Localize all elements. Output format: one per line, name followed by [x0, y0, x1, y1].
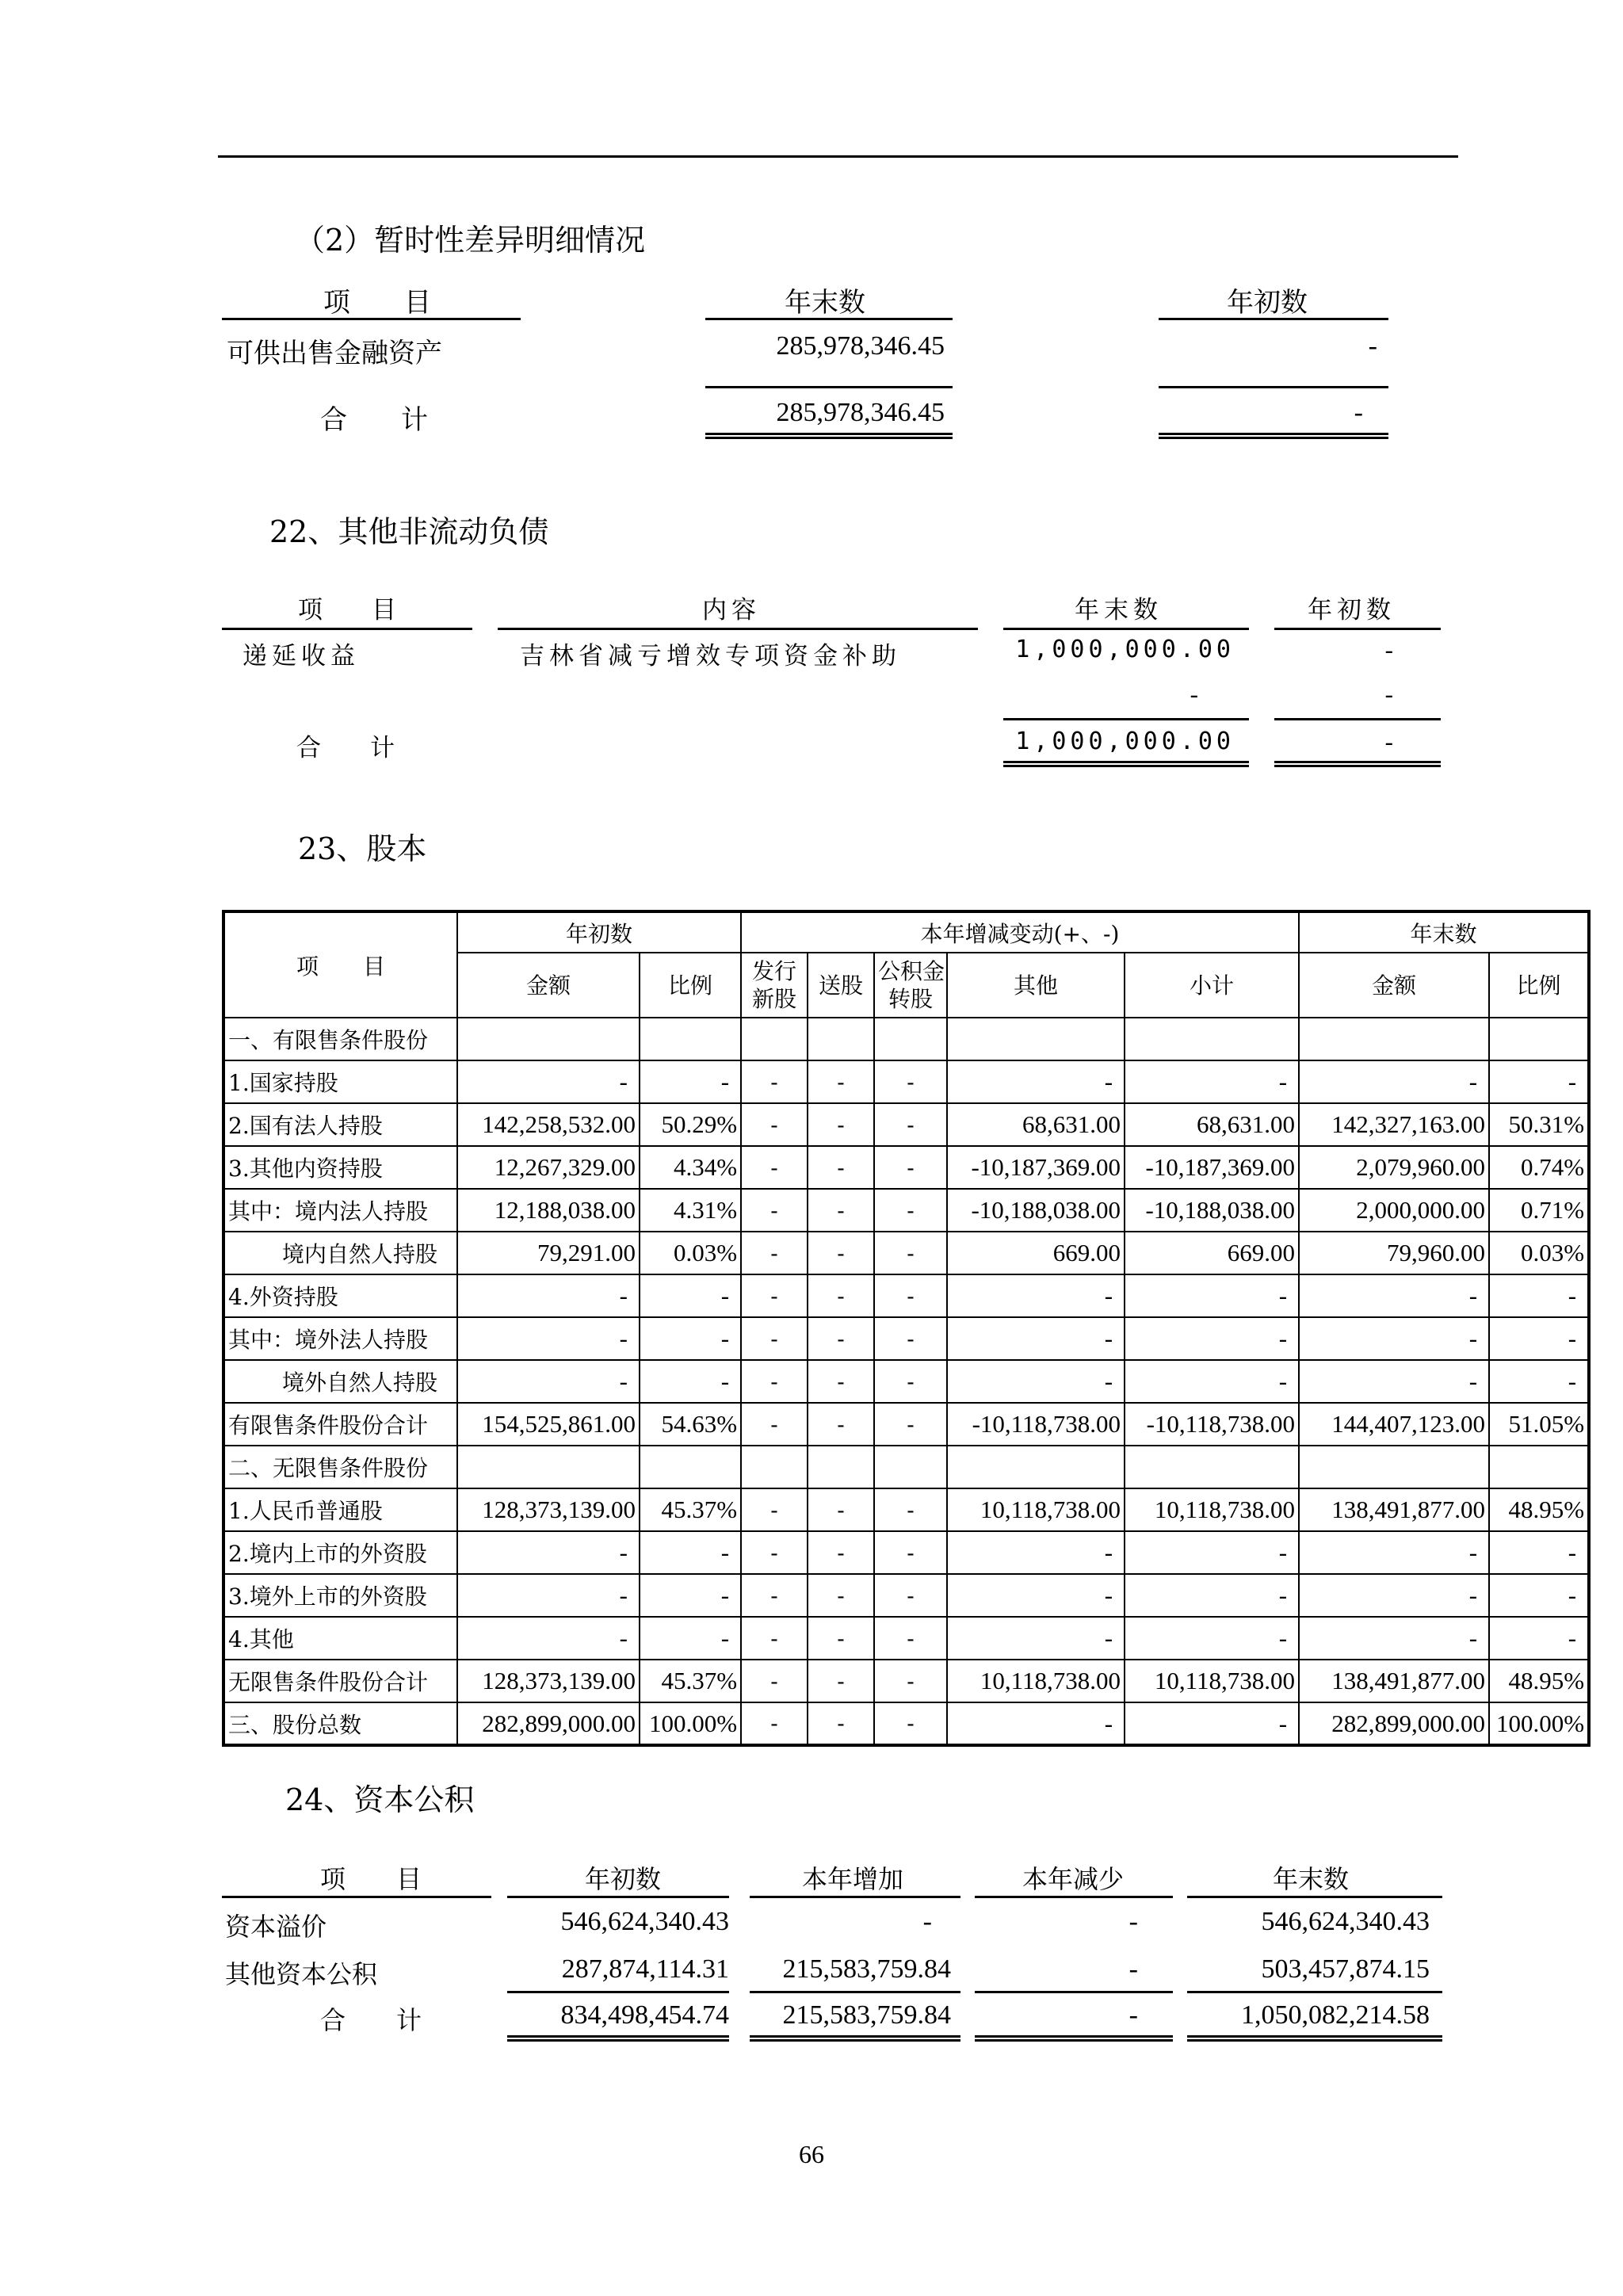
cell-begin-ratio: - [640, 1317, 741, 1360]
cell-bonus: - [808, 1360, 874, 1403]
cell-end-amount [1299, 1018, 1489, 1060]
cell-issue-new: - [741, 1360, 808, 1403]
cell-subtotal: 669.00 [1125, 1232, 1299, 1274]
total-year-end-value: 1,050,082,214.58 [1241, 2000, 1430, 2030]
table-header-reserve-conversion: 公积金 转股 [874, 953, 947, 1018]
cell-reserve-conversion: - [874, 1660, 947, 1702]
col-header-year-begin: 年初数 [1227, 287, 1308, 319]
cell-begin-amount: 142,258,532.00 [457, 1103, 640, 1146]
cell-end-amount: - [1299, 1574, 1489, 1617]
row-label: 有限售条件股份合计 [223, 1403, 457, 1446]
row-label: 境内自然人持股 [223, 1232, 457, 1274]
total-double-line [507, 2035, 729, 2042]
header-rule [218, 155, 1458, 158]
header-underline [1274, 628, 1441, 630]
table-header-year-end: 年末数 [1299, 911, 1589, 953]
cell-end-amount: - [1299, 1317, 1489, 1360]
cell-bonus: - [808, 1317, 874, 1360]
cell-issue-new: - [741, 1617, 808, 1660]
cell-other: - [947, 1531, 1125, 1574]
cell-begin-ratio: 100.00% [640, 1702, 741, 1745]
row-label: 3.其他内资持股 [223, 1146, 457, 1189]
cell-subtotal: - [1125, 1360, 1299, 1403]
table-row [223, 1018, 1589, 1060]
cell-issue-new: - [741, 1702, 808, 1745]
cell-begin-ratio: - [640, 1060, 741, 1103]
cell-subtotal: 68,631.00 [1125, 1103, 1299, 1146]
row-year-end-value: 503,457,874.15 [1261, 1954, 1430, 1984]
row-label: 境外自然人持股 [223, 1360, 457, 1403]
cell-other: - [947, 1274, 1125, 1317]
row-year-begin-value: - [1384, 680, 1393, 708]
cell-end-ratio: - [1489, 1274, 1589, 1317]
total-year-end-value: 1,000,000.00 [1015, 728, 1235, 755]
total-decrease-value: - [1128, 2000, 1138, 2030]
cell-begin-amount [457, 1018, 640, 1060]
cell-reserve-conversion: - [874, 1103, 947, 1146]
row-label: 一、有限售条件股份 [223, 1018, 457, 1060]
header-underline [222, 628, 472, 630]
cell-issue-new: - [741, 1146, 808, 1189]
cell-subtotal [1125, 1018, 1299, 1060]
total-year-end-value: 285,978,346.45 [776, 398, 945, 427]
header-underline [705, 318, 953, 320]
row-label: 三、股份总数 [223, 1702, 457, 1745]
cell-end-amount: - [1299, 1360, 1489, 1403]
cell-subtotal: 10,118,738.00 [1125, 1660, 1299, 1702]
table-header-year-begin: 年初数 [457, 911, 741, 953]
section-title-capital-reserve: 24、资本公积 [285, 1782, 475, 1817]
cell-end-amount: - [1299, 1531, 1489, 1574]
header-underline [975, 1896, 1173, 1898]
col-header-year-begin: 年初数 [585, 1864, 662, 1894]
row-label: 2.国有法人持股 [223, 1103, 457, 1146]
table-header-end-ratio: 比例 [1489, 953, 1589, 1018]
cell-issue-new: - [741, 1403, 808, 1446]
header-underline [222, 1896, 491, 1898]
cell-end-ratio: 51.05% [1489, 1403, 1589, 1446]
cell-other [947, 1446, 1125, 1488]
section-title-temporary-differences: （2）暂时性差异明细情况 [295, 223, 646, 258]
cell-end-ratio [1489, 1446, 1589, 1488]
row-label: 其中：境内法人持股 [223, 1189, 457, 1232]
cell-begin-ratio [640, 1446, 741, 1488]
cell-begin-amount: - [457, 1317, 640, 1360]
row-decrease-value: - [1128, 1907, 1138, 1936]
cell-bonus: - [808, 1232, 874, 1274]
cell-reserve-conversion: - [874, 1146, 947, 1189]
total-year-begin-value: - [1354, 398, 1363, 427]
cell-subtotal: - [1125, 1317, 1299, 1360]
cell-begin-amount: 12,188,038.00 [457, 1189, 640, 1232]
cell-end-ratio: 48.95% [1489, 1660, 1589, 1702]
header-underline [507, 1896, 729, 1898]
cell-begin-ratio: 0.03% [640, 1232, 741, 1274]
cell-reserve-conversion: - [874, 1702, 947, 1745]
cell-subtotal: - [1125, 1274, 1299, 1317]
cell-issue-new [741, 1018, 808, 1060]
row-year-begin-value: 287,874,114.31 [561, 1954, 729, 1984]
cell-bonus: - [808, 1488, 874, 1531]
cell-end-amount [1299, 1446, 1489, 1488]
cell-begin-amount: 79,291.00 [457, 1232, 640, 1274]
cell-begin-ratio: - [640, 1360, 741, 1403]
total-double-line [705, 433, 953, 439]
row-label: 递延收益 [242, 642, 360, 670]
cell-end-amount: 138,491,877.00 [1299, 1488, 1489, 1531]
row-increase-value: 215,583,759.84 [782, 1954, 951, 1984]
total-double-line [975, 2035, 1173, 2042]
cell-reserve-conversion: - [874, 1189, 947, 1232]
cell-end-amount: 142,327,163.00 [1299, 1103, 1489, 1146]
cell-subtotal: 10,118,738.00 [1125, 1488, 1299, 1531]
cell-end-amount: 144,407,123.00 [1299, 1403, 1489, 1446]
section-title-share-capital: 23、股本 [298, 831, 427, 866]
table-header-ratio: 比例 [640, 953, 741, 1018]
total-increase-value: 215,583,759.84 [782, 2000, 951, 2030]
cell-end-ratio [1489, 1018, 1589, 1060]
cell-reserve-conversion: - [874, 1060, 947, 1103]
cell-other: - [947, 1360, 1125, 1403]
col-header-item: 项 目 [298, 596, 396, 625]
cell-issue-new: - [741, 1103, 808, 1146]
cell-issue-new: - [741, 1574, 808, 1617]
cell-begin-amount: - [457, 1574, 640, 1617]
subtotal-line [705, 386, 953, 388]
header-underline [498, 628, 978, 630]
cell-begin-amount: - [457, 1060, 640, 1103]
cell-bonus: - [808, 1660, 874, 1702]
cell-subtotal: - [1125, 1060, 1299, 1103]
cell-begin-amount: - [457, 1274, 640, 1317]
cell-issue-new [741, 1446, 808, 1488]
table-header-end-amount: 金额 [1299, 953, 1489, 1018]
total-label: 合 计 [320, 2005, 422, 2035]
cell-begin-ratio: 45.37% [640, 1488, 741, 1531]
cell-bonus: - [808, 1146, 874, 1189]
col-header-year-end: 年末数 [1273, 1864, 1350, 1894]
cell-subtotal [1125, 1446, 1299, 1488]
cell-begin-amount: - [457, 1531, 640, 1574]
cell-bonus: - [808, 1617, 874, 1660]
table-row [223, 1060, 1589, 1103]
row-label: 资本溢价 [225, 1912, 327, 1942]
cell-end-amount: 79,960.00 [1299, 1232, 1489, 1274]
table-header-item: 项 目 [223, 911, 457, 1018]
cell-other: - [947, 1617, 1125, 1660]
col-header-year-begin: 年初数 [1308, 596, 1396, 625]
cell-bonus [808, 1446, 874, 1488]
total-double-line [1003, 761, 1249, 767]
total-label: 合 计 [320, 404, 428, 436]
cell-end-amount: 282,899,000.00 [1299, 1702, 1489, 1745]
table-row [223, 1531, 1589, 1574]
header-underline [1003, 628, 1249, 630]
cell-begin-amount [457, 1446, 640, 1488]
cell-begin-amount: 128,373,139.00 [457, 1488, 640, 1531]
cell-reserve-conversion: - [874, 1531, 947, 1574]
cell-end-ratio: - [1489, 1360, 1589, 1403]
table-row [223, 1232, 1589, 1274]
cell-end-amount: 138,491,877.00 [1299, 1660, 1489, 1702]
table-row [223, 1488, 1589, 1531]
row-label: 2.境内上市的外资股 [223, 1531, 457, 1574]
table-header-subtotal: 小计 [1125, 953, 1299, 1018]
col-header-year-end: 年末数 [785, 287, 865, 319]
cell-end-ratio: 100.00% [1489, 1702, 1589, 1745]
row-label: 其中：境外法人持股 [223, 1317, 457, 1360]
row-year-end-value: 546,624,340.43 [1261, 1907, 1430, 1936]
header-underline [222, 318, 521, 320]
cell-subtotal: -10,118,738.00 [1125, 1403, 1299, 1446]
share-capital-table [222, 910, 1591, 1747]
cell-begin-amount: - [457, 1617, 640, 1660]
cell-issue-new: - [741, 1060, 808, 1103]
cell-reserve-conversion [874, 1446, 947, 1488]
section-title-other-noncurrent-liabilities: 22、其他非流动负债 [269, 514, 549, 549]
cell-bonus: - [808, 1103, 874, 1146]
cell-end-ratio: 0.74% [1489, 1146, 1589, 1189]
cell-end-amount: 2,000,000.00 [1299, 1189, 1489, 1232]
cell-bonus [808, 1018, 874, 1060]
cell-issue-new: - [741, 1232, 808, 1274]
row-label: 3.境外上市的外资股 [223, 1574, 457, 1617]
cell-issue-new: - [741, 1660, 808, 1702]
header-underline [1187, 1896, 1442, 1898]
cell-bonus: - [808, 1702, 874, 1745]
subtotal-line [1159, 386, 1388, 388]
cell-other: -10,118,738.00 [947, 1403, 1125, 1446]
row-year-begin-value: 546,624,340.43 [560, 1907, 729, 1936]
col-header-year-end: 年末数 [1075, 596, 1163, 625]
subtotal-line [1187, 1991, 1442, 1993]
col-header-increase: 本年增加 [802, 1864, 904, 1894]
table-row [223, 1403, 1589, 1446]
cell-begin-amount: 154,525,861.00 [457, 1403, 640, 1446]
cell-begin-amount: 282,899,000.00 [457, 1702, 640, 1745]
cell-reserve-conversion: - [874, 1360, 947, 1403]
cell-subtotal: - [1125, 1617, 1299, 1660]
col-header-item: 项 目 [320, 1864, 422, 1894]
total-year-begin-value: 834,498,454.74 [560, 2000, 729, 2030]
cell-subtotal: -10,187,369.00 [1125, 1146, 1299, 1189]
cell-other: 10,118,738.00 [947, 1660, 1125, 1702]
cell-end-ratio: 0.71% [1489, 1189, 1589, 1232]
cell-bonus: - [808, 1274, 874, 1317]
row-label: 其他资本公积 [225, 1959, 378, 1989]
subtotal-line [1274, 718, 1441, 720]
cell-end-ratio: 48.95% [1489, 1488, 1589, 1531]
cell-other: - [947, 1574, 1125, 1617]
table-row [223, 1189, 1589, 1232]
row-label: 1.国家持股 [223, 1060, 457, 1103]
cell-issue-new: - [741, 1488, 808, 1531]
total-double-line [1187, 2035, 1442, 2042]
row-increase-value: - [922, 1907, 932, 1936]
cell-begin-amount: - [457, 1360, 640, 1403]
subtotal-line [507, 1991, 729, 1993]
cell-other: 68,631.00 [947, 1103, 1125, 1146]
cell-begin-ratio: 4.31% [640, 1189, 741, 1232]
cell-reserve-conversion: - [874, 1274, 947, 1317]
row-label: 1.人民币普通股 [223, 1488, 457, 1531]
cell-bonus: - [808, 1403, 874, 1446]
cell-issue-new: - [741, 1274, 808, 1317]
cell-reserve-conversion: - [874, 1403, 947, 1446]
cell-reserve-conversion [874, 1018, 947, 1060]
cell-end-ratio: 50.31% [1489, 1103, 1589, 1146]
cell-subtotal: -10,188,038.00 [1125, 1189, 1299, 1232]
subtotal-line [975, 1991, 1173, 1993]
cell-begin-ratio: - [640, 1617, 741, 1660]
cell-begin-ratio: - [640, 1531, 741, 1574]
table-row [223, 1446, 1589, 1488]
row-year-end-value: 1,000,000.00 [1015, 636, 1235, 663]
cell-reserve-conversion: - [874, 1617, 947, 1660]
cell-other: 669.00 [947, 1232, 1125, 1274]
total-double-line [750, 2035, 960, 2042]
cell-end-ratio: - [1489, 1317, 1589, 1360]
total-label: 合 计 [296, 734, 395, 762]
table-row [223, 1274, 1589, 1317]
cell-bonus: - [808, 1189, 874, 1232]
cell-end-amount: 2,079,960.00 [1299, 1146, 1489, 1189]
cell-issue-new: - [741, 1189, 808, 1232]
cell-begin-ratio [640, 1018, 741, 1060]
table-row [223, 1660, 1589, 1702]
cell-other: -10,187,369.00 [947, 1146, 1125, 1189]
cell-end-ratio: 0.03% [1489, 1232, 1589, 1274]
table-row [223, 1103, 1589, 1146]
cell-reserve-conversion: - [874, 1317, 947, 1360]
col-header-content: 内容 [702, 596, 761, 625]
cell-end-ratio: - [1489, 1531, 1589, 1574]
cell-end-amount: - [1299, 1274, 1489, 1317]
table-header-amount: 金额 [457, 953, 640, 1018]
cell-begin-amount: 128,373,139.00 [457, 1660, 640, 1702]
table-header-other: 其他 [947, 953, 1125, 1018]
table-header-issue-new: 发行 新股 [741, 953, 808, 1018]
table-header-bonus: 送股 [808, 953, 874, 1018]
cell-other: - [947, 1702, 1125, 1745]
header-underline [1159, 318, 1388, 320]
col-header-decrease: 本年减少 [1022, 1864, 1125, 1894]
cell-end-amount: - [1299, 1060, 1489, 1103]
cell-begin-ratio: - [640, 1574, 741, 1617]
subtotal-line [750, 1991, 960, 1993]
cell-subtotal: - [1125, 1531, 1299, 1574]
cell-begin-ratio: 4.34% [640, 1146, 741, 1189]
table-row [223, 1617, 1589, 1660]
cell-subtotal: - [1125, 1574, 1299, 1617]
row-label: 4.其他 [223, 1617, 457, 1660]
total-double-line [1274, 761, 1441, 767]
cell-reserve-conversion: - [874, 1232, 947, 1274]
row-label: 4.外资持股 [223, 1274, 457, 1317]
page-number: 66 [799, 2140, 824, 2168]
cell-begin-ratio: 45.37% [640, 1660, 741, 1702]
table-row [223, 1146, 1589, 1189]
cell-bonus: - [808, 1060, 874, 1103]
header-underline [750, 1896, 960, 1898]
cell-issue-new: - [741, 1531, 808, 1574]
total-year-begin-value: - [1384, 728, 1393, 755]
cell-bonus: - [808, 1531, 874, 1574]
cell-subtotal: - [1125, 1702, 1299, 1745]
table-row [223, 1360, 1589, 1403]
row-year-begin-value: - [1384, 636, 1393, 663]
cell-begin-ratio: - [640, 1274, 741, 1317]
cell-other: - [947, 1317, 1125, 1360]
cell-bonus: - [808, 1574, 874, 1617]
total-double-line [1159, 433, 1388, 439]
cell-other: - [947, 1060, 1125, 1103]
cell-other: -10,188,038.00 [947, 1189, 1125, 1232]
cell-end-amount: - [1299, 1617, 1489, 1660]
table-header-change: 本年增减变动(+、-) [741, 911, 1299, 953]
row-year-end-value: - [1190, 680, 1198, 708]
cell-end-ratio: - [1489, 1574, 1589, 1617]
cell-end-ratio: - [1489, 1060, 1589, 1103]
cell-begin-ratio: 54.63% [640, 1403, 741, 1446]
cell-other: 10,118,738.00 [947, 1488, 1125, 1531]
row-content: 吉林省减亏增效专项资金补助 [520, 642, 901, 670]
cell-begin-ratio: 50.29% [640, 1103, 741, 1146]
cell-issue-new: - [741, 1317, 808, 1360]
row-decrease-value: - [1128, 1954, 1138, 1984]
row-year-end-value: 285,978,346.45 [776, 331, 945, 361]
row-label: 可供出售金融资产 [227, 338, 442, 369]
table-row [223, 1574, 1589, 1617]
row-label: 无限售条件股份合计 [223, 1660, 457, 1702]
table-row [223, 1702, 1589, 1745]
cell-other [947, 1018, 1125, 1060]
row-year-begin-value: - [1368, 331, 1377, 361]
row-label: 二、无限售条件股份 [223, 1446, 457, 1488]
col-header-item: 项 目 [323, 287, 431, 319]
subtotal-line [1003, 718, 1249, 720]
cell-begin-amount: 12,267,329.00 [457, 1146, 640, 1189]
table-row [223, 1317, 1589, 1360]
cell-end-ratio: - [1489, 1617, 1589, 1660]
cell-reserve-conversion: - [874, 1488, 947, 1531]
cell-reserve-conversion: - [874, 1574, 947, 1617]
